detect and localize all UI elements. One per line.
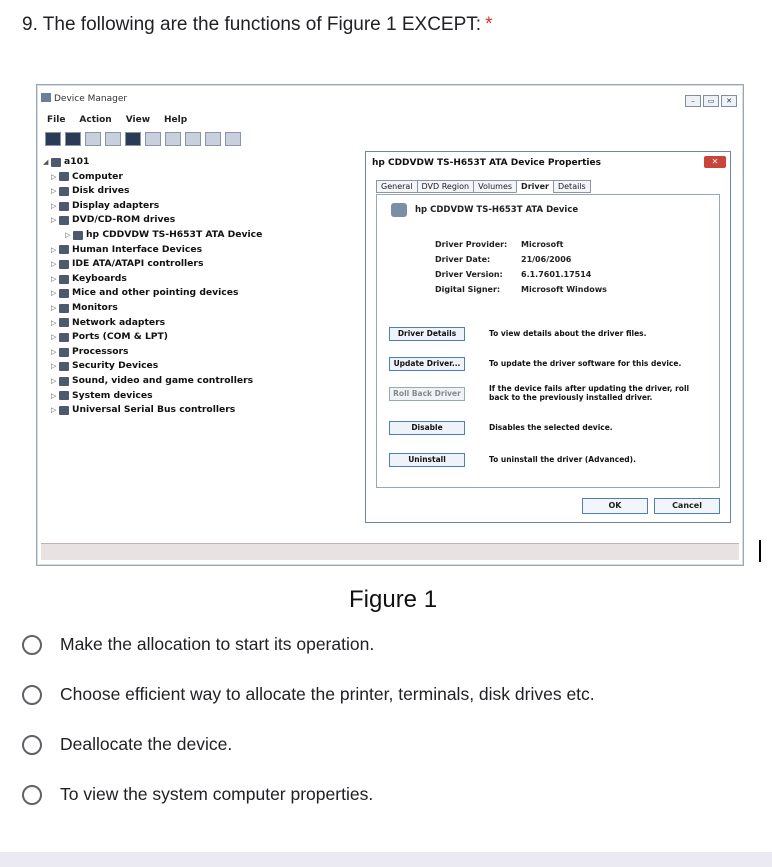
device-icon bbox=[59, 318, 69, 327]
tree-item: ▷ Display adapters bbox=[43, 199, 262, 214]
radio-button[interactable] bbox=[22, 635, 42, 655]
driver-action-button: Driver Details bbox=[389, 327, 465, 341]
tree-item-label: hp CDDVDW TS-H653T ATA Device bbox=[86, 228, 263, 240]
tree-item: ▷ Network adapters bbox=[43, 316, 262, 331]
tree-item-label: Display adapters bbox=[72, 199, 160, 211]
driver-action-description: To view details about the driver files. bbox=[489, 329, 647, 338]
close-icon: ✕ bbox=[721, 95, 737, 107]
dvd-drive-icon bbox=[391, 203, 407, 217]
property-key: Driver Version: bbox=[435, 270, 503, 279]
tree-item: ▷ Processors bbox=[43, 345, 262, 360]
minimize-icon: – bbox=[685, 95, 701, 107]
maximize-icon: ▭ bbox=[703, 95, 719, 107]
menu-bar bbox=[47, 115, 187, 125]
property-row bbox=[435, 282, 607, 297]
property-value: 21/06/2006 bbox=[521, 255, 572, 264]
tree-item: ▷ DVD/CD-ROM drives bbox=[43, 213, 262, 228]
question-text: 9. The following are the functions of Figure 1 EXCEPT: bbox=[22, 14, 482, 35]
device-icon bbox=[59, 275, 69, 284]
property-key: Driver Provider: bbox=[435, 240, 508, 249]
property-row bbox=[435, 237, 607, 252]
tree-item: ▷ Human Interface Devices bbox=[43, 243, 262, 258]
device-icon bbox=[59, 406, 69, 415]
tab: Details bbox=[553, 180, 591, 193]
device-icon bbox=[59, 216, 69, 225]
tree-item-label: Network adapters bbox=[72, 316, 166, 328]
tree-root: ◢ a101 bbox=[43, 155, 262, 170]
window-controls bbox=[685, 95, 737, 107]
tree-item: ▷ Mice and other pointing devices bbox=[43, 286, 262, 301]
tree-item: ▷ hp CDDVDW TS-H653T ATA Device bbox=[43, 228, 262, 243]
property-value: Microsoft bbox=[521, 240, 564, 249]
tree-icon bbox=[105, 132, 121, 146]
driver-action-description: To update the driver software for this device. bbox=[489, 359, 682, 368]
option-1[interactable] bbox=[22, 634, 374, 655]
tab: Driver bbox=[516, 180, 554, 193]
window-title-text: Device Manager bbox=[54, 94, 128, 104]
menu-action: Action bbox=[79, 115, 112, 125]
option-label: Make the allocation to start its operation. bbox=[60, 634, 375, 654]
device-icon bbox=[59, 260, 69, 269]
driver-action-button: Disable bbox=[389, 421, 465, 435]
radio-button[interactable] bbox=[22, 685, 42, 705]
device-icon bbox=[73, 231, 83, 240]
tab: Volumes bbox=[473, 180, 517, 193]
option-4[interactable] bbox=[22, 784, 373, 805]
tree-item-label: Security Devices bbox=[72, 360, 159, 372]
device-icon bbox=[59, 333, 69, 342]
scan-icon bbox=[165, 132, 181, 146]
property-row bbox=[435, 252, 607, 267]
tree-item: ▷ Security Devices bbox=[43, 359, 262, 374]
radio-button[interactable] bbox=[22, 785, 42, 805]
driver-properties bbox=[435, 237, 607, 297]
driver-action-description: If the device fails after updating the driver, roll back to the previously installed driver. bbox=[489, 384, 690, 402]
figure-screenshot bbox=[36, 84, 744, 566]
window-title bbox=[41, 93, 127, 104]
tree-item-label: Keyboards bbox=[72, 272, 127, 284]
device-icon bbox=[59, 377, 69, 386]
tree-root-label: a101 bbox=[64, 156, 90, 167]
device-name: hp CDDVDW TS-H653T ATA Device bbox=[415, 205, 579, 215]
forward-icon bbox=[65, 132, 81, 146]
option-3[interactable] bbox=[22, 734, 232, 755]
driver-action-button: Uninstall bbox=[389, 453, 465, 467]
driver-action-button: Roll Back Driver bbox=[389, 387, 465, 401]
dialog-close-icon: ✕ bbox=[704, 156, 726, 168]
device-icon bbox=[59, 172, 69, 181]
device-icon bbox=[59, 362, 69, 371]
menu-view: View bbox=[125, 115, 151, 125]
driver-action-description: To uninstall the driver (Advanced). bbox=[489, 455, 636, 464]
driver-action-description: Disables the selected device. bbox=[489, 423, 613, 432]
dialog-title: hp CDDVDW TS-H653T ATA Device Properties bbox=[372, 158, 601, 168]
dialog-tabs bbox=[376, 180, 590, 193]
tree-item-label: Ports (COM & LPT) bbox=[72, 331, 168, 343]
figure-caption: Figure 1 bbox=[349, 586, 438, 613]
device-manager-icon bbox=[41, 93, 51, 102]
option-label: Choose efficient way to allocate the printer, terminals, disk drives etc. bbox=[60, 684, 595, 704]
property-key: Driver Date: bbox=[435, 255, 491, 264]
tree-item-label: Monitors bbox=[72, 301, 118, 313]
text-cursor bbox=[759, 540, 761, 562]
property-value: 6.1.7601.17514 bbox=[521, 270, 592, 279]
tree-item-label: Human Interface Devices bbox=[72, 243, 203, 255]
option-2[interactable] bbox=[22, 684, 595, 705]
properties-dialog bbox=[365, 151, 731, 523]
device-icon bbox=[59, 202, 69, 211]
tree-item-label: Disk drives bbox=[72, 185, 130, 197]
status-bar bbox=[41, 543, 739, 560]
tree-item: ▷ IDE ATA/ATAPI controllers bbox=[43, 257, 262, 272]
menu-file: File bbox=[47, 115, 66, 125]
cancel-button: Cancel bbox=[654, 498, 720, 514]
properties-icon bbox=[85, 132, 101, 146]
tree-item: ▷ Disk drives bbox=[43, 184, 262, 199]
driver-action-button: Update Driver... bbox=[389, 357, 465, 371]
computer-icon bbox=[51, 158, 61, 167]
tab: DVD Region bbox=[417, 180, 475, 193]
option-label: To view the system computer properties. bbox=[60, 784, 374, 804]
toolbar bbox=[45, 132, 241, 146]
uninstall-icon bbox=[225, 132, 241, 146]
back-icon bbox=[45, 132, 61, 146]
help-icon bbox=[125, 132, 141, 146]
footer-band bbox=[0, 852, 772, 867]
required-asterisk: * bbox=[485, 14, 493, 35]
tab: General bbox=[376, 180, 418, 193]
tree-item-label: Universal Serial Bus controllers bbox=[72, 404, 236, 416]
device-icon bbox=[59, 304, 69, 313]
property-row bbox=[435, 267, 607, 282]
property-value: Microsoft Windows bbox=[521, 285, 607, 294]
question-title bbox=[22, 14, 492, 36]
tree-item-label: IDE ATA/ATAPI controllers bbox=[72, 258, 204, 270]
tree-item: ▷ Keyboards bbox=[43, 272, 262, 287]
tree-item: ▷ Sound, video and game controllers bbox=[43, 374, 262, 389]
disable-icon bbox=[205, 132, 221, 146]
device-icon bbox=[59, 348, 69, 357]
tree-item: ▷ Ports (COM & LPT) bbox=[43, 330, 262, 345]
tree-item-label: System devices bbox=[72, 389, 153, 401]
menu-help: Help bbox=[164, 115, 188, 125]
tree-item-label: DVD/CD-ROM drives bbox=[72, 214, 176, 226]
ok-button: OK bbox=[582, 498, 648, 514]
device-icon bbox=[59, 187, 69, 196]
tree-item: ▷ Computer bbox=[43, 170, 262, 185]
device-header bbox=[391, 203, 578, 217]
device-icon bbox=[59, 245, 69, 254]
property-key: Digital Signer: bbox=[435, 285, 501, 294]
device-tree bbox=[43, 155, 262, 418]
driver-panel bbox=[376, 194, 720, 488]
tree-item: ▷ Universal Serial Bus controllers bbox=[43, 403, 262, 418]
radio-button[interactable] bbox=[22, 735, 42, 755]
tree-item-label: Sound, video and game controllers bbox=[72, 374, 254, 386]
tree-item-label: Mice and other pointing devices bbox=[72, 287, 239, 299]
tree-item: ▷ System devices bbox=[43, 389, 262, 404]
device-icon bbox=[59, 289, 69, 298]
tree-item-label: Computer bbox=[72, 170, 123, 182]
view-icon bbox=[145, 132, 161, 146]
update-icon bbox=[185, 132, 201, 146]
device-icon bbox=[59, 391, 69, 400]
tree-item: ▷ Monitors bbox=[43, 301, 262, 316]
tree-item-label: Processors bbox=[72, 345, 129, 357]
option-label: Deallocate the device. bbox=[60, 734, 233, 754]
